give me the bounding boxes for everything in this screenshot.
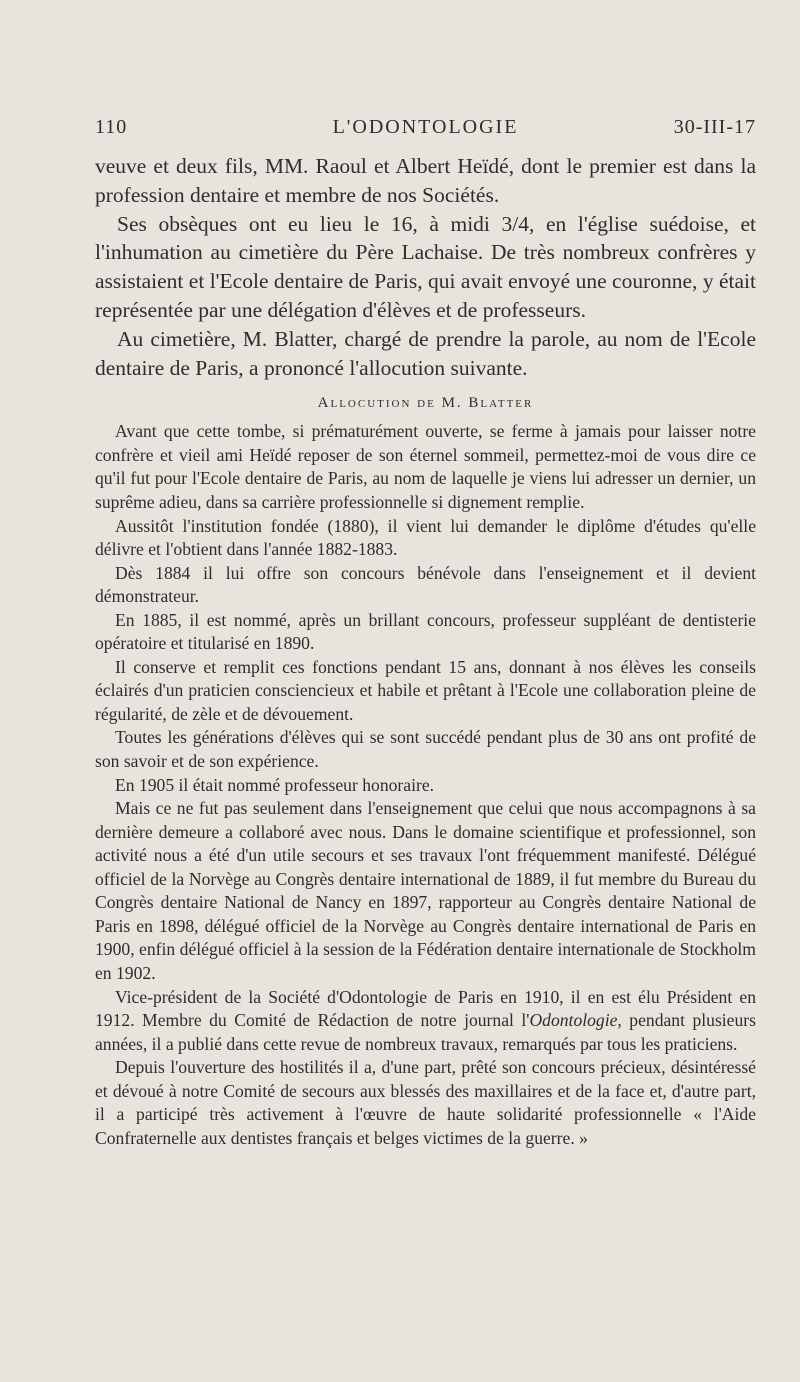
paragraph: Au cimetière, M. Blatter, chargé de prendre la parole, au nom de l'Ecole dentaire de Paris, a prononcé l'allocution suivante. [95, 326, 756, 380]
speech-paragraph: Depuis l'ouverture des hostilités il a, d'une part, prêté son concours précieux, désintéressé et dévoué à notre Comité de secours aux blessés des maxillaires et de la face et, d'autre part, il a participé très activement à l'œuvre de haute solidarité professionnelle « l'Aide Confraternelle aux dentistes français et belges victimes de la guerre. » [95, 1057, 756, 1148]
running-header [95, 116, 756, 144]
speech-paragraph: Dès 1884 il lui offre son concours bénévole dans l'enseignement et il devient démonstrateur. [95, 562, 756, 607]
paragraph: Ses obsèques ont eu lieu le 16, à midi 3/4, en l'église suédoise, et l'inhumation au cimetière du Père Lachaise. De très nombreux confrères y assistaient et l'Ecole dentaire de Paris, qui avait envoyé une couronne, y était représentée par une délégation d'élèves et de professeurs. [95, 211, 756, 322]
article-body [95, 152, 756, 1150]
speech-paragraph: Toutes les générations d'élèves qui se sont succédé pendant plus de 30 ans ont profité de son savoir et de son expérience. [95, 727, 756, 772]
speech-paragraph: Avant que cette tombe, si prématurément ouverte, se ferme à jamais pour laisser notre confrère et vieil ami Heïdé reposer de son éternel sommeil, permettez-moi de vous dire ce qu'il fut pour l'Ecole dentaire de Paris, au nom de laquelle je viens lui adresser un dernier, un suprême adieu, dans sa carrière professionnelle si dignement remplie. [95, 421, 756, 513]
paragraph: veuve et deux fils, MM. Raoul et Albert Heïdé, dont le premier est dans la profession dentaire et membre de nos Sociétés. [95, 154, 756, 207]
speech-paragraph [95, 986, 756, 1057]
speech-paragraph: Mais ce ne fut pas seulement dans l'enseignement que celui que nous accompagnons à sa dernière demeure a collaboré avec nous. Dans le domaine scientifique et professionnel, son activité nous a été d'un utile secours et ses travaux l'ont fréquemment manifesté. Délégué officiel de la Norvège au Congrès dentaire international de 1889, il fut membre du Bureau du Congrès dentaire National de Nancy en 1897, rapporteur au Congrès dentaire National de Paris en 1898, délégué officiel de la Norvège au Congrès dentaire international de Paris en 1900, enfin délégué officiel à la session de la Fédération dentaire internationale de Stockholm en 1902. [95, 798, 756, 983]
vice-president-text-before: Vice-président de la Société d'Odontologie de Paris en 1910, il en est élu Président en 1912. Membre du Comité de Rédaction de notre journal l' [95, 986, 756, 1031]
speech-heading: Allocution de M. Blatter [317, 395, 534, 412]
vice-president-text-after: , pendant plusieurs années, il a publié dans cette revue de nombreux travaux, remarqués par tous les praticiens. [95, 1010, 756, 1054]
speech-section [95, 420, 756, 1150]
speech-paragraph: Aussitôt l'institution fondée (1880), il vient lui demander le diplôme d'études qu'elle délivre et l'obtient dans l'année 1882-1883. [95, 515, 756, 560]
speech-paragraph: En 1905 il était nommé professeur honoraire. [115, 774, 435, 795]
journal-name: Odontologie [529, 1010, 618, 1031]
issue-date: 30-III-17 [673, 116, 756, 138]
speech-paragraph: En 1885, il est nommé, après un brillant concours, professeur suppléant de dentisterie opératoire et titularisé en 1890. [95, 609, 756, 654]
journal-title: L'ODONTOLOGIE [332, 116, 519, 138]
speech-paragraph: Il conserve et remplit ces fonctions pendant 15 ans, donnant à nos élèves les conseils éclairés d'un praticien consciencieux et habile et prêtant à l'Ecole une collaboration pleine de régularité, de zèle et de dévouement. [95, 656, 756, 724]
intro-section [95, 152, 756, 382]
page-number: 110 [95, 116, 128, 138]
